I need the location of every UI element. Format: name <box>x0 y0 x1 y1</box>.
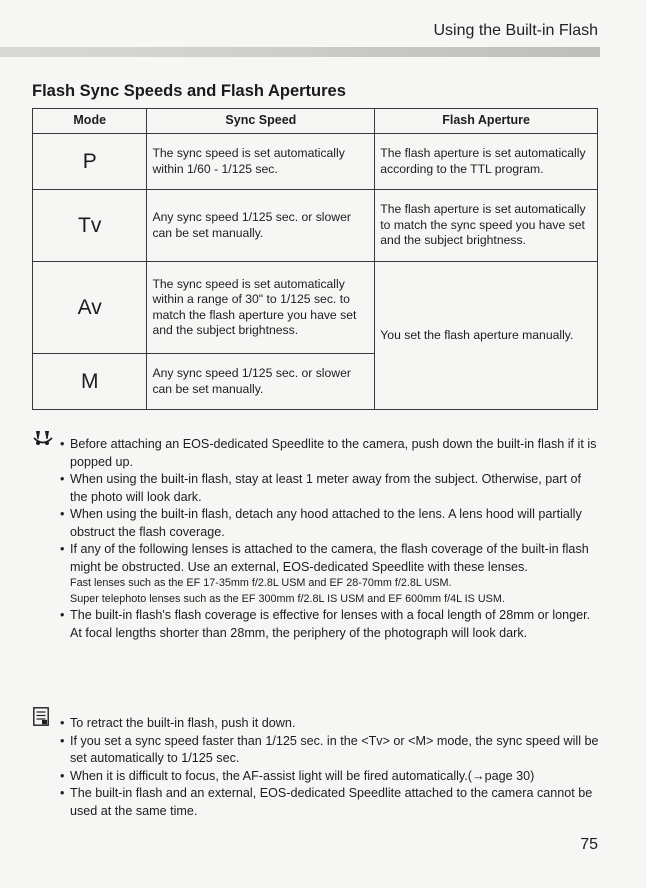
mode-cell: P <box>33 134 147 190</box>
caution-item: • When using the built-in flash, detach any hood attached to the lens. A lens hood will partially obstruct the flash coverage. <box>60 506 600 541</box>
note-item: • If you set a sync speed faster than 1/125 sec. in the <Tv> or <M> mode, the sync speed will be set automatically to 1/125 sec. <box>60 733 600 768</box>
caution-item: • The built-in flash's flash coverage is effective for lenses with a focal length of 28mm or longer. At focal lengths shorter than 28mm, the periphery of the photograph will look dark. <box>60 607 600 642</box>
lens-note: Super telephoto lenses such as the EF 300mm f/2.8L IS USM and EF 600mm f/4L IS USM. <box>70 592 505 605</box>
sync-speed-cell: The sync speed is set automatically within a range of 30" to 1/125 sec. to match the flash aperture you have set and the subject brightness. <box>147 262 375 354</box>
section-title: Flash Sync Speeds and Flash Apertures <box>32 82 346 100</box>
flash-aperture-cell: You set the flash aperture manually. <box>375 262 598 410</box>
caution-item: • When using the built-in flash, stay at least 1 meter away from the subject. Otherwise, part of the photo will look dark. <box>60 471 600 506</box>
table-row-tv <box>33 190 598 262</box>
caution-list <box>60 436 600 642</box>
note-icon <box>33 707 49 726</box>
note-item: • To retract the built-in flash, push it down. <box>60 715 600 733</box>
flash-aperture-cell: The flash aperture is set automatically according to the TTL program. <box>375 134 598 190</box>
column-header-sync-speed: Sync Speed <box>147 109 375 134</box>
note-list <box>60 715 600 820</box>
mode-cell: M <box>33 354 147 410</box>
mode-cell: Av <box>33 262 147 354</box>
table-row-av <box>33 262 598 354</box>
caution-item: • If any of the following lenses is attached to the camera, the flash coverage of the built-in flash might be obstructed. Use an external, EOS-dedicated Speedlite with these lenses. <box>60 541 600 576</box>
sync-speed-table <box>32 108 598 410</box>
mode-cell: Tv <box>33 190 147 262</box>
caution-icon <box>33 429 53 447</box>
flash-aperture-cell: The flash aperture is set automatically to match the sync speed you have set and the subject brightness. <box>375 190 598 262</box>
header-title: Using the Built-in Flash <box>433 22 598 39</box>
sync-speed-cell: Any sync speed 1/125 sec. or slower can be set manually. <box>147 354 375 410</box>
header-rule <box>0 47 600 57</box>
table-header-row <box>33 109 598 134</box>
table-row-p <box>33 134 598 190</box>
page-number: 75 <box>580 836 598 853</box>
sync-speed-cell: The sync speed is set automatically within 1/60 - 1/125 sec. <box>147 134 375 190</box>
lens-note: Fast lenses such as the EF 17-35mm f/2.8L USM and EF 28-70mm f/2.8L USM. <box>70 577 452 589</box>
column-header-flash-aperture: Flash Aperture <box>375 109 598 134</box>
column-header-mode: Mode <box>33 109 147 134</box>
note-item: • The built-in flash and an external, EOS-dedicated Speedlite attached to the camera cannot be used at the same time. <box>60 785 600 820</box>
note-item: • When it is difficult to focus, the AF-assist light will be fired automatically.(→page 30) <box>60 768 600 786</box>
sync-speed-cell: Any sync speed 1/125 sec. or slower can be set manually. <box>147 190 375 262</box>
caution-item: • Before attaching an EOS-dedicated Speedlite to the camera, push down the built-in flash if it is popped up. <box>60 436 600 471</box>
